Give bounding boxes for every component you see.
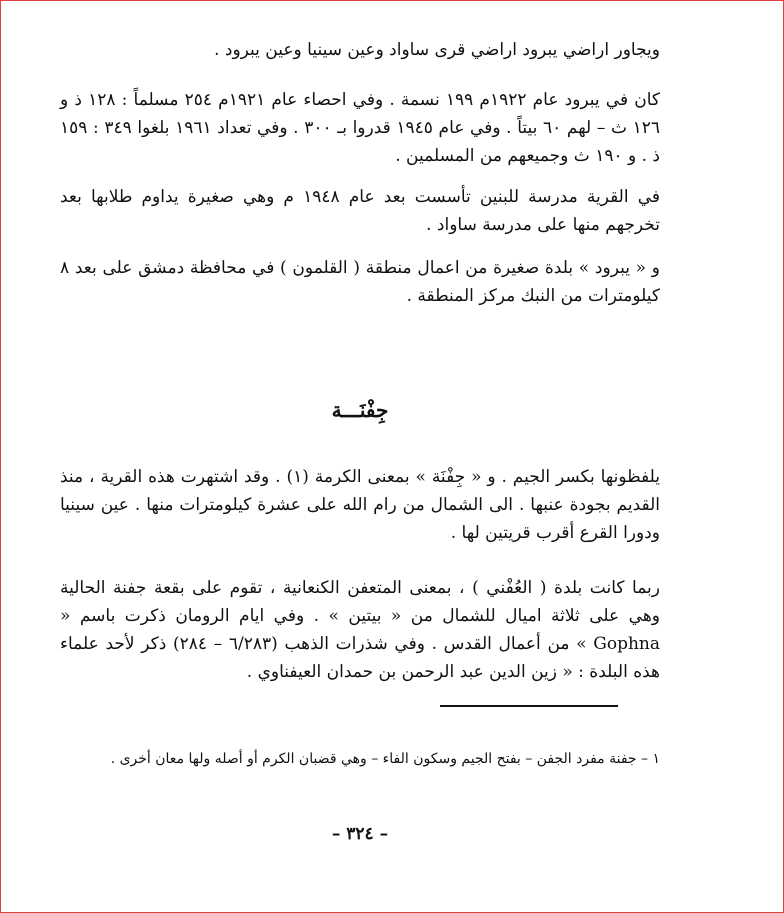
history-text-after: » من أعمال القدس . وفي شذرات الذهب (٦/٢٨٣ – ٢٨٤) ذكر لأحد علماء هذه البلدة : « زين الدين عبد الرحمن بن حمدان العيفناوي . [60, 634, 660, 682]
footnote-divider [440, 705, 618, 707]
paragraph-location: و « يبرود » بلدة صغيرة من اعمال منطقة ( القلمون ) في محافظة دمشق على بعد ٨ كيلومترات من النبك مركز المنطقة . [60, 258, 660, 306]
history-latin-name: Gophna [593, 634, 660, 654]
paragraph-name-origin: يلفظونها بكسر الجيم . و « جِفْنَة » بمعنى الكرمة (١) . وقد اشتهرت هذه القرية ، منذ القديم بجودة عنبها . الى الشمال من رام الله على عشرة كيلومترات منها . عين سينيا ودورا القرع أقرب قريتين لها . [60, 467, 661, 543]
paragraph-history [60, 574, 660, 686]
page-number: – ٣٢٤ – [331, 824, 389, 844]
section-heading: جِفْنَـــة [331, 398, 389, 422]
paragraph-population: كان في يبرود عام ١٩٢٢م ١٩٩ نسمة . وفي احصاء عام ١٩٢١م ٢٥٤ مسلماً : ١٢٨ ذ و ١٢٦ ث – لهم ٦٠ بيتاً . وفي عام ١٩٤٥ قدروا بـ ٣٠٠ . وفي تعداد ١٩٦١ بلغوا ٣٤٩ : ١٥٩ ذ . و ١٩٠ ث وجميعهم من المسلمين . [60, 90, 661, 166]
paragraph-school: في القرية مدرسة للبنين تأسست بعد عام ١٩٤٨ م وهي صغيرة يداوم طلابها بعد تخرجهم منها على مدرسة ساواد . [60, 187, 661, 235]
paragraph-borders: ويجاور اراضي يبرود اراضي قرى ساواد وعين سينيا وعين يبرود . [214, 40, 660, 60]
footnote: ١ – جفنة مفرد الجفن – بفتح الجيم وسكون الفاء – وهي قضبان الكرم أو أصله ولها معان أخرى . [110, 751, 660, 767]
history-text-before: ربما كانت بلدة ( العُفْني ) ، بمعنى المتعفن الكنعانية ، تقوم على بقعة جفنة الحالية وهي على ثلاثة اميال للشمال من « بيتين » . وفي ايام الرومان ذكرت باسم « [60, 578, 660, 626]
